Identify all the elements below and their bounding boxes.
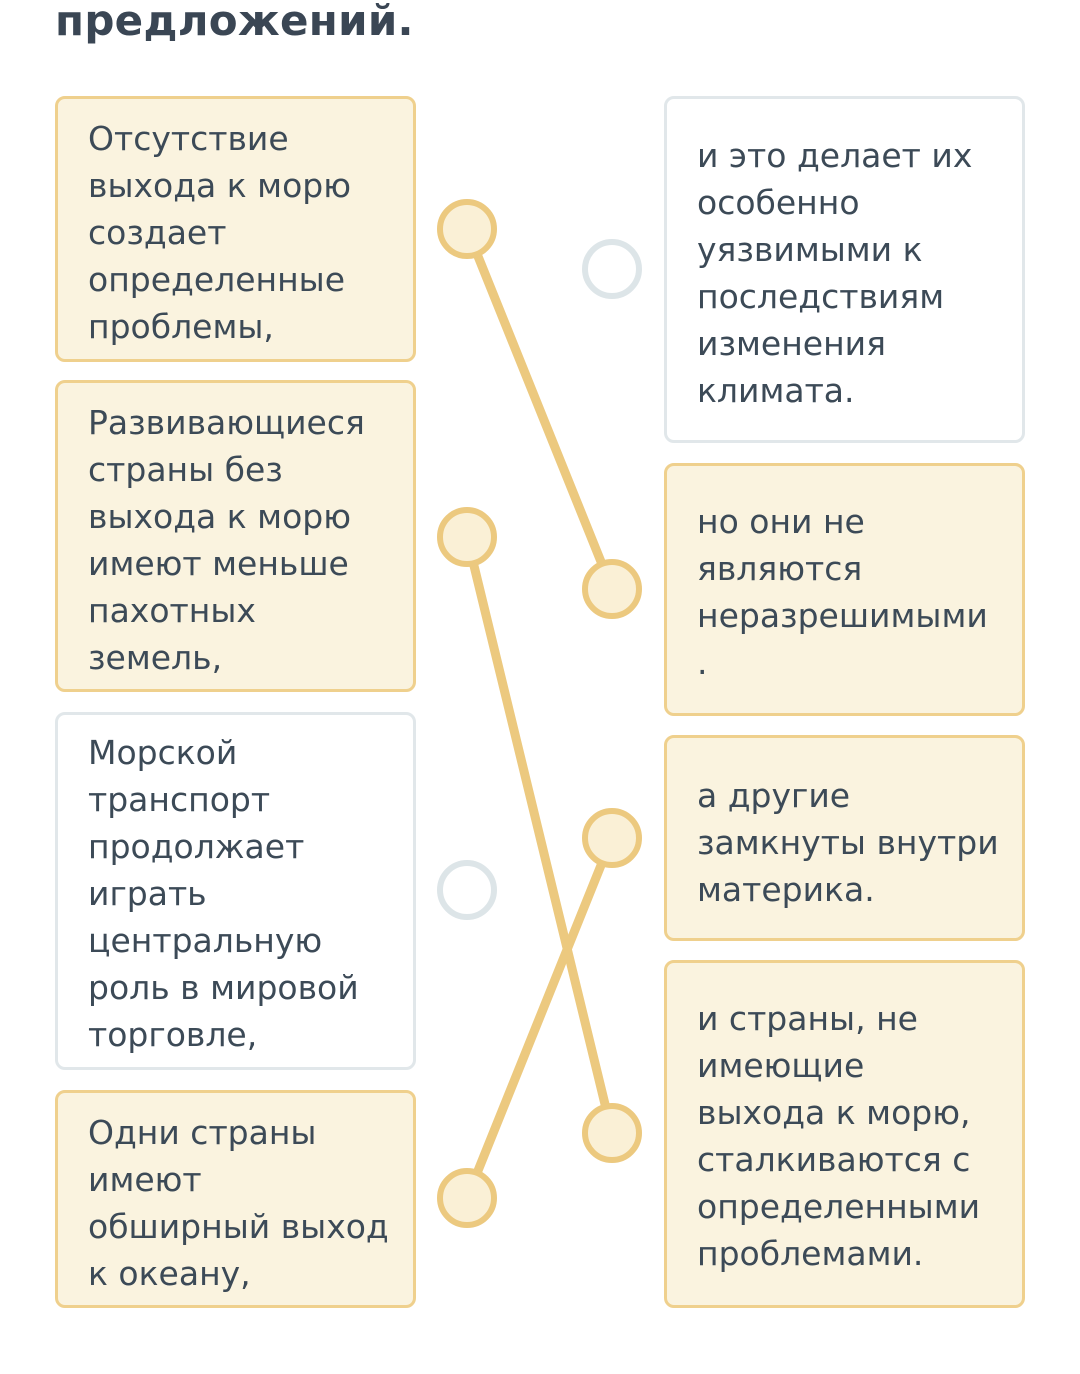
right-dot-2[interactable] — [585, 562, 639, 616]
left-card-3-text: Морской транспорт продолжает играть центральную роль в мировой торговле, — [88, 733, 359, 1054]
left-card-4-text: Одни страны имеют обширный выход к океану, — [88, 1113, 389, 1293]
left-dot-3[interactable] — [440, 863, 494, 917]
right-dot-4[interactable] — [585, 1106, 639, 1160]
right-dot-1[interactable] — [585, 242, 639, 296]
page-title: предложений. — [55, 0, 414, 45]
right-card-2-text: но они не являются неразрешимыми . — [697, 502, 988, 682]
right-card-4-text: и страны, не имеющие выхода к морю, сталкиваются с определенными проблемами. — [697, 999, 981, 1273]
left-card-2-text: Развивающиеся страны без выхода к морю имеют меньше пахотных земель, — [88, 403, 365, 677]
right-card-1-text: и это делает их особенно уязвимыми к последствиям изменения климата. — [697, 136, 973, 410]
left-dot-1[interactable] — [440, 202, 494, 256]
right-card-3-text: а другие замкнуты внутри материка. — [697, 776, 999, 909]
left-dot-4[interactable] — [440, 1171, 494, 1225]
left-dot-2[interactable] — [440, 510, 494, 564]
left-card-1-text: Отсутствие выхода к морю создает определенные проблемы, — [88, 119, 351, 346]
right-dot-3[interactable] — [585, 811, 639, 865]
